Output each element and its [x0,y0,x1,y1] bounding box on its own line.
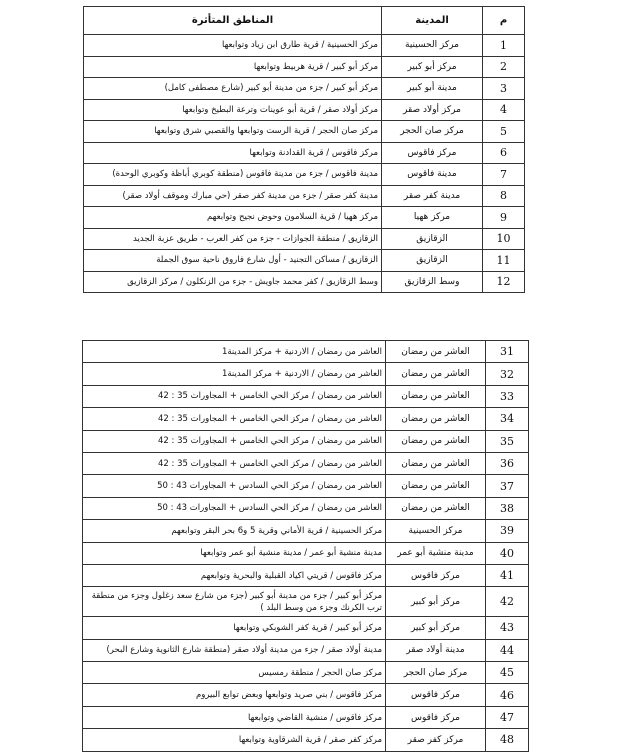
row-number-cell: 38 [486,497,529,519]
table-row [83,363,529,385]
row-number-cell: 12 [483,271,525,293]
table-row [84,121,525,143]
city-cell: مدينة فاقوس [382,164,483,186]
row-number-cell: 45 [486,662,529,684]
city-cell: مركز كفر صقر [386,729,486,751]
city-cell: وسط الزقازيق [382,271,483,293]
row-number-cell: 6 [483,142,525,164]
header-areas: المناطق المتأثرة [84,7,382,35]
table-row [83,617,529,639]
table-row [83,639,529,661]
row-number-cell: 37 [486,475,529,497]
areas-cell: وسط الزقازيق / كفر محمد جاويش - جزء من الزنكلون / مركز الزقازيق [84,271,382,293]
areas-cell: مركز أبو كبير / قرية كفر الشوبكي وتوابعها [83,617,386,639]
city-cell: العاشر من رمضان [386,475,486,497]
row-number-cell: 7 [483,164,525,186]
areas-cell: مركز أبو كبير / جزء من مدينة أبو كبير (جزء من شارع سعد زغلول وجزء من منطقة ترب الكرنك وجزء من وسط البلد ) [83,587,386,617]
affected-areas-table-bottom [82,340,529,752]
table-row [84,271,525,293]
city-cell: مركز أبو كبير [386,617,486,639]
areas-cell: مركز أبو كبير / قرية هربيط وتوابعها [84,56,382,78]
areas-cell: العاشر من رمضان / مركز الحي الخامس + المجاورات 35 : 42 [83,452,386,474]
areas-cell: العاشر من رمضان / مركز الحي السادس + المجاورات 43 : 50 [83,497,386,519]
areas-cell: مدينة منشية أبو عمر / مدينة منشية أبو عمر وتوابعها [83,542,386,564]
areas-cell: مركز فاقوس / قرية القدادنة وتوابعها [84,142,382,164]
areas-cell: مركز الحسينية / قرية طارق ابن زياد وتوابعها [84,35,382,57]
table-row [83,408,529,430]
row-number-cell: 3 [483,78,525,100]
table-row [83,497,529,519]
table-row [84,164,525,186]
row-number-cell: 44 [486,639,529,661]
table-row [83,475,529,497]
table-row [83,520,529,542]
row-number-cell: 33 [486,385,529,407]
areas-cell: العاشر من رمضان / الاردنية + مركز المدينة1 [83,363,386,385]
areas-cell: مدينة كفر صقر / جزء من مدينة كفر صقر (حي مبارك وموقف أولاد صقر) [84,185,382,207]
row-number-cell: 34 [486,408,529,430]
row-number-cell: 5 [483,121,525,143]
row-number-cell: 41 [486,564,529,586]
row-number-cell: 42 [486,587,529,617]
table-row [84,185,525,207]
city-cell: مركز فاقوس [386,564,486,586]
city-cell: مركز الحسينية [382,35,483,57]
table-row [84,56,525,78]
areas-cell: مركز ههيا / قرية السلامون وحوض نجيح وتوابعهم [84,207,382,229]
row-number-cell: 2 [483,56,525,78]
areas-cell: مركز فاقوس / منشية القاضي وتوابعها [83,706,386,728]
affected-areas-table-top [83,6,525,293]
areas-cell: مركز فاقوس / قريتي اكياد القبلية والبحرية وتوابعهم [83,564,386,586]
city-cell: مركز أبو كبير [382,56,483,78]
table-row [84,78,525,100]
row-number-cell: 10 [483,228,525,250]
row-number-cell: 31 [486,341,529,363]
city-cell: العاشر من رمضان [386,408,486,430]
areas-cell: مركز صان الحجر / قرية الرست وتوابعها والقصبي شرق وتوابعها [84,121,382,143]
row-number-cell: 39 [486,520,529,542]
areas-cell: العاشر من رمضان / مركز الحي الخامس + المجاورات 35 : 42 [83,408,386,430]
city-cell: الزقازيق [382,228,483,250]
city-cell: العاشر من رمضان [386,363,486,385]
table-row [83,684,529,706]
row-number-cell: 48 [486,729,529,751]
row-number-cell: 9 [483,207,525,229]
city-cell: مدينة كفر صقر [382,185,483,207]
areas-cell: مركز أبو كبير / جزء من مدينة أبو كبير (شارع مصطفى كامل) [84,78,382,100]
table-row [83,385,529,407]
row-number-cell: 1 [483,35,525,57]
table-row [83,587,529,617]
row-number-cell: 36 [486,452,529,474]
row-number-cell: 11 [483,250,525,272]
table-row [83,662,529,684]
table-row [83,430,529,452]
city-cell: العاشر من رمضان [386,452,486,474]
table-row [83,452,529,474]
areas-cell: مركز كفر صقر / قرية الشرقاوية وتوابعها [83,729,386,751]
table-row [83,729,529,751]
table-row [84,99,525,121]
city-cell: العاشر من رمضان [386,497,486,519]
row-number-cell: 32 [486,363,529,385]
areas-cell: مدينة أولاد صقر / جزء من مدينة أولاد صقر (منطقة شارع الثانوية وشارع البحر) [83,639,386,661]
table-row [83,706,529,728]
city-cell: مركز ههيا [382,207,483,229]
row-number-cell: 4 [483,99,525,121]
city-cell: مدينة منشية أبو عمر [386,542,486,564]
areas-cell: مدينة فاقوس / جزء من مدينة فاقوس (منطقة كوبري أباظة وكوبري الوحدة) [84,164,382,186]
table-row [84,207,525,229]
table-row [84,35,525,57]
areas-cell: العاشر من رمضان / مركز الحي الخامس + المجاورات 35 : 42 [83,430,386,452]
areas-cell: العاشر من رمضان / مركز الحي الخامس + المجاورات 35 : 42 [83,385,386,407]
city-cell: مركز فاقوس [386,706,486,728]
row-number-cell: 47 [486,706,529,728]
areas-cell: مركز فاقوس / بني صريد وتوابعها وبعض توابع البيروم [83,684,386,706]
table-header-row [84,7,525,35]
city-cell: مركز الحسينية [386,520,486,542]
city-cell: مركز فاقوس [386,684,486,706]
areas-cell: الزقازيق / منطقة الجوازات - جزء من كفر العرب - طريق عزبة الجديد [84,228,382,250]
city-cell: مدينة أبو كبير [382,78,483,100]
row-number-cell: 8 [483,185,525,207]
city-cell: العاشر من رمضان [386,430,486,452]
areas-cell: الزقازيق / مساكن التجنيد - أول شارع فاروق ناحية سوق الجملة [84,250,382,272]
row-number-cell: 35 [486,430,529,452]
areas-cell: مركز الحسينية / قرية الأماني وقرية 5 و6 بحر البقر وتوابعهم [83,520,386,542]
city-cell: العاشر من رمضان [386,341,486,363]
header-num: م [483,7,525,35]
city-cell: مركز صان الحجر [382,121,483,143]
table-row [83,564,529,586]
header-city: المدينة [382,7,483,35]
areas-cell: العاشر من رمضان / الاردنية + مركز المدينة1 [83,341,386,363]
table-row [84,142,525,164]
areas-cell: العاشر من رمضان / مركز الحي السادس + المجاورات 43 : 50 [83,475,386,497]
city-cell: مركز فاقوس [382,142,483,164]
row-number-cell: 43 [486,617,529,639]
table-row [84,250,525,272]
city-cell: مركز صان الحجر [386,662,486,684]
city-cell: مركز أولاد صقر [382,99,483,121]
areas-cell: مركز صان الحجر / منطقة رمسيس [83,662,386,684]
table-row [83,341,529,363]
city-cell: مركز أبو كبير [386,587,486,617]
city-cell: العاشر من رمضان [386,385,486,407]
row-number-cell: 40 [486,542,529,564]
table-row [83,542,529,564]
city-cell: الزقازيق [382,250,483,272]
table-row [84,228,525,250]
row-number-cell: 46 [486,684,529,706]
city-cell: مدينة أولاد صقر [386,639,486,661]
areas-cell: مركز أولاد صقر / قرية أبو عوينات وترعة البطيخ وتوابعها [84,99,382,121]
